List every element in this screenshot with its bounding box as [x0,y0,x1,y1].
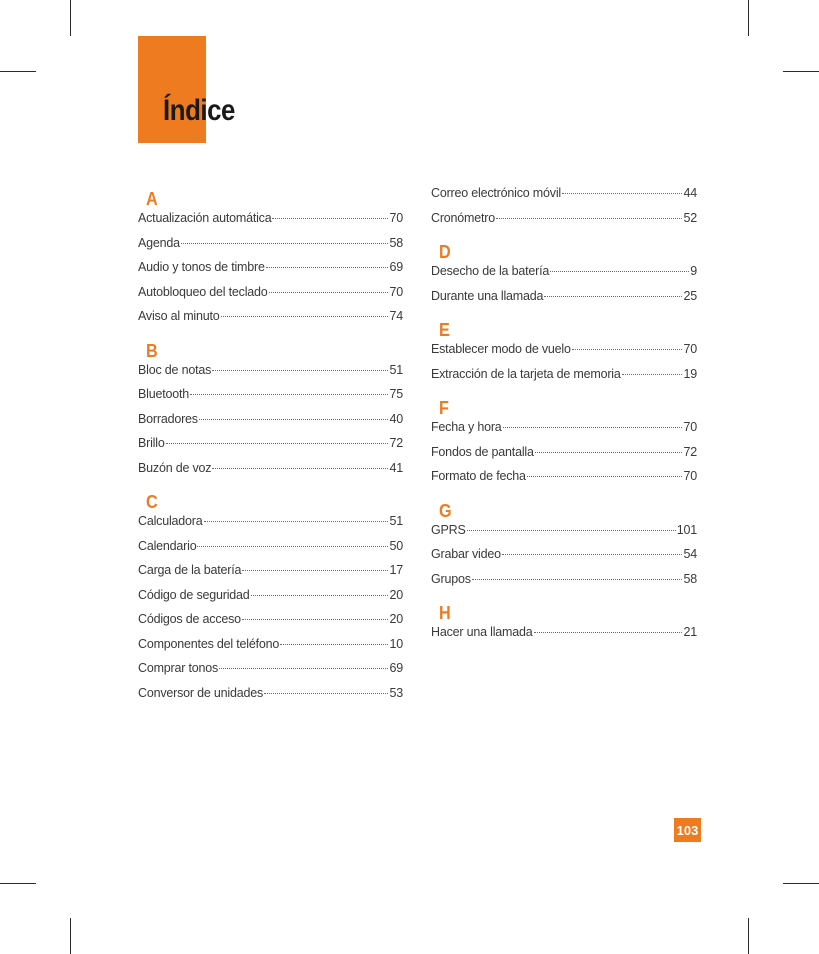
dot-leader [496,217,682,219]
crop-mark [748,918,749,954]
entry-name: Fecha y hora [431,420,502,434]
dot-leader [544,295,682,297]
entry-page-number: 58 [683,571,697,586]
entry-name: Correo electrónico móvil [431,186,561,200]
index-entry [138,461,403,486]
dot-leader [280,643,388,645]
page-title: Índice [163,94,235,127]
index-entry [431,367,697,392]
entry-name: GPRS [431,522,466,537]
entry-page-number: 25 [683,288,697,303]
index-entry [138,412,403,437]
entry-name: Actualización automática [138,211,272,225]
section-letter: C [146,492,158,512]
entry-name: Durante una llamada [431,288,544,303]
entry-page-number: 51 [389,514,403,528]
dot-leader [219,667,388,669]
index-entry [138,236,403,261]
dot-leader [550,270,689,272]
dot-leader [242,569,388,571]
entry-name: Grupos [431,571,471,586]
section-letter: G [439,500,452,521]
index-entry [431,186,697,211]
index-entry [138,211,403,236]
index-entry [138,563,403,588]
entry-page-number: 101 [676,522,697,537]
entry-name: Comprar tonos [138,661,219,675]
index-column-left [138,186,403,714]
entry-name: Buzón de voz [138,460,212,475]
index-entry [138,514,403,539]
crop-mark [0,883,36,884]
index-entry [431,469,697,494]
entry-page-number: 74 [389,309,403,323]
entry-page-number: 44 [683,186,697,200]
crop-mark [783,71,819,72]
crop-mark [70,0,71,36]
dot-leader [264,692,388,694]
section-letter: A [146,189,158,209]
entry-name: Extracción de la tarjeta de memoria [431,366,621,381]
entry-page-number: 70 [389,211,403,225]
crop-mark [748,0,749,36]
crop-mark [0,71,36,72]
index-entry [431,211,697,236]
dot-leader [272,217,388,219]
index-entry [138,588,403,613]
entry-name: Cronómetro [431,210,495,225]
entry-page-number: 72 [683,444,697,459]
entry-name: Aviso al minuto [138,309,220,323]
index-entry [138,285,403,310]
dot-leader [534,631,683,633]
entry-page-number: 19 [683,366,697,381]
entry-name: Componentes del teléfono [138,636,280,651]
dot-leader [622,373,683,375]
index-entry [138,363,403,388]
index-section [431,317,697,391]
entry-page-number: 21 [683,625,697,639]
index-entry [138,686,403,711]
section-letter: E [439,320,450,340]
index-entry [138,637,403,662]
index-section [431,498,697,597]
entry-page-number: 54 [683,547,697,561]
index-entry [138,539,403,564]
entry-name: Establecer modo de vuelo [431,342,571,356]
entry-name: Borradores [138,411,198,426]
entry-page-number: 10 [389,636,403,651]
index-section [431,186,697,235]
entry-page-number: 70 [389,284,403,299]
entry-page-number: 41 [389,460,403,475]
entry-page-number: 58 [389,235,403,250]
section-letter: B [146,340,158,361]
entry-name: Código de seguridad [138,587,250,602]
entry-page-number: 40 [389,411,403,426]
index-column-right [431,186,697,654]
dot-leader [212,369,388,371]
crop-mark [783,883,819,884]
entry-name: Audio y tonos de timbre [138,260,265,274]
entry-name: Grabar video [431,547,501,561]
dot-leader [266,266,389,268]
entry-page-number: 69 [389,661,403,675]
entry-page-number: 17 [389,563,403,577]
dot-leader [535,451,683,453]
entry-name: Formato de fecha [431,469,526,483]
dot-leader [502,553,683,555]
dot-leader [572,348,683,350]
index-entry [431,572,697,597]
index-entry [138,661,403,686]
dot-leader [204,520,389,522]
entry-page-number: 50 [389,538,403,553]
entry-page-number: 70 [683,469,697,483]
dot-leader [472,578,683,580]
dot-leader [199,418,389,420]
index-entry [431,445,697,470]
index-entry [138,436,403,461]
index-section [431,239,697,313]
index-entry [138,387,403,412]
entry-name: Bluetooth [138,387,190,401]
crop-mark [70,918,71,954]
dot-leader [269,291,389,293]
dot-leader [166,442,389,444]
index-section [431,600,697,650]
entry-name: Conversor de unidades [138,685,264,700]
entry-name: Brillo [138,436,165,450]
entry-page-number: 20 [389,587,403,602]
entry-page-number: 70 [683,420,697,434]
entry-name: Agenda [138,235,180,250]
index-entry [431,342,697,367]
entry-page-number: 53 [389,685,403,700]
entry-name: Autobloqueo del teclado [138,284,268,299]
entry-page-number: 52 [683,210,697,225]
entry-name: Fondos de pantalla [431,444,534,459]
dot-leader [221,315,389,317]
index-entry [431,420,697,445]
index-section [431,395,697,494]
index-entry [431,264,697,289]
entry-page-number: 20 [389,612,403,626]
index-section [138,338,403,486]
dot-leader [251,594,389,596]
dot-leader [467,529,676,531]
entry-page-number: 69 [389,260,403,274]
index-entry [431,289,697,314]
dot-leader [242,618,389,620]
index-entry [431,523,697,548]
index-section [138,489,403,710]
entry-name: Calculadora [138,514,203,528]
entry-name: Hacer una llamada [431,625,533,639]
dot-leader [503,426,683,428]
page-number-badge: 103 [674,818,701,842]
index-entry [138,612,403,637]
entry-name: Carga de la batería [138,563,242,577]
entry-page-number: 51 [389,362,403,377]
dot-leader [190,393,388,395]
entry-name: Desecho de la batería [431,264,550,278]
section-letter: D [439,242,451,262]
index-entry [431,547,697,572]
section-letter: H [439,603,451,623]
entry-page-number: 72 [389,436,403,450]
index-section [138,186,403,334]
entry-page-number: 9 [690,264,697,278]
index-entry [138,309,403,334]
dot-leader [212,467,388,469]
dot-leader [527,475,683,477]
entry-page-number: 70 [683,342,697,356]
entry-name: Calendario [138,538,197,553]
section-letter: F [439,398,449,418]
entry-name: Códigos de acceso [138,612,241,626]
index-entry [138,260,403,285]
index-entry [431,625,697,650]
dot-leader [562,192,683,194]
dot-leader [181,242,389,244]
dot-leader [197,545,388,547]
entry-page-number: 75 [389,387,403,401]
entry-name: Bloc de notas [138,362,212,377]
